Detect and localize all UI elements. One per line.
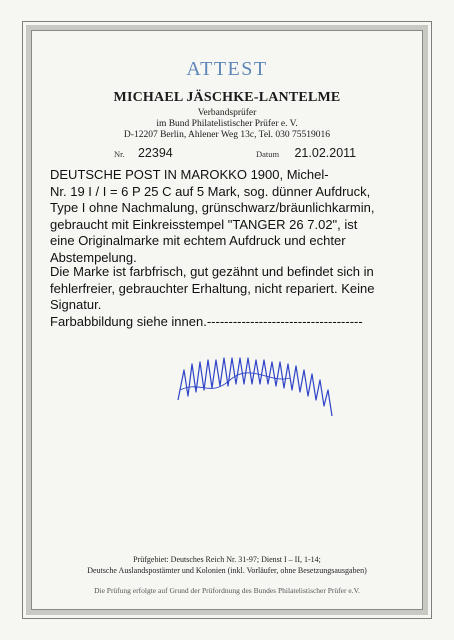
condition-line: Signatur. — [50, 297, 102, 312]
stamp-description — [50, 167, 410, 266]
color-image-note: Farbabbildung siehe innen.------------------------------------ — [50, 314, 363, 329]
certificate-number — [114, 146, 173, 160]
description-line: Abstempelung. — [50, 249, 137, 265]
examination-regulation-note: Die Prüfung erfolgte auf Grund der Prüfordnung des Bundes Philatelistischer Prüfer e.V. — [94, 586, 360, 595]
examiner-association: im Bund Philatelistischer Prüfer e. V. — [156, 119, 298, 129]
condition-line: Die Marke ist farbfrisch, gut gezähnt und befindet sich in — [50, 264, 374, 279]
number-value: 22394 — [137, 146, 173, 160]
certificate-date — [256, 146, 356, 160]
examiner-name: MICHAEL JÄSCHKE-LANTELME — [113, 90, 341, 105]
description-line: eine Originalmarke mit echtem Aufdruck und echter — [50, 233, 346, 248]
handwritten-signature — [170, 350, 370, 430]
number-label: Nr. — [114, 149, 125, 159]
examination-scope-detail: Deutsche Auslandspostämter und Kolonien (inkl. Vorläufer, ohne Besetzungsausgaben) — [87, 566, 367, 575]
date-label: Datum — [256, 149, 280, 159]
description-line: Type I ohne Nachmalung, grünschwarz/bräunlichkarmin, — [50, 200, 375, 215]
date-value: 21.02.2011 — [294, 146, 357, 160]
certificate-title: ATTEST — [186, 58, 268, 80]
description-line: gebraucht mit Einkreisstempel "TANGER 26 7.02", ist — [50, 216, 358, 232]
condition-line: fehlerfreier, gebrauchter Erhaltung, nicht repariert. Keine — [50, 280, 375, 296]
examiner-address: D-12207 Berlin, Ahlener Weg 13c, Tel. 030 75519016 — [123, 130, 331, 140]
description-line: DEUTSCHE POST IN MAROKKO 1900, Michel- — [50, 167, 329, 182]
examination-scope: Prüfgebiet: Deutsches Reich Nr. 31-97; Dienst I – II, 1-14; — [133, 555, 321, 564]
examiner-role: Verbandsprüfer — [197, 108, 257, 118]
description-line: Nr. 19 I / I = 6 P 25 C auf 5 Mark, sog. dünner Aufdruck, — [50, 183, 371, 199]
condition-statement — [50, 264, 410, 314]
